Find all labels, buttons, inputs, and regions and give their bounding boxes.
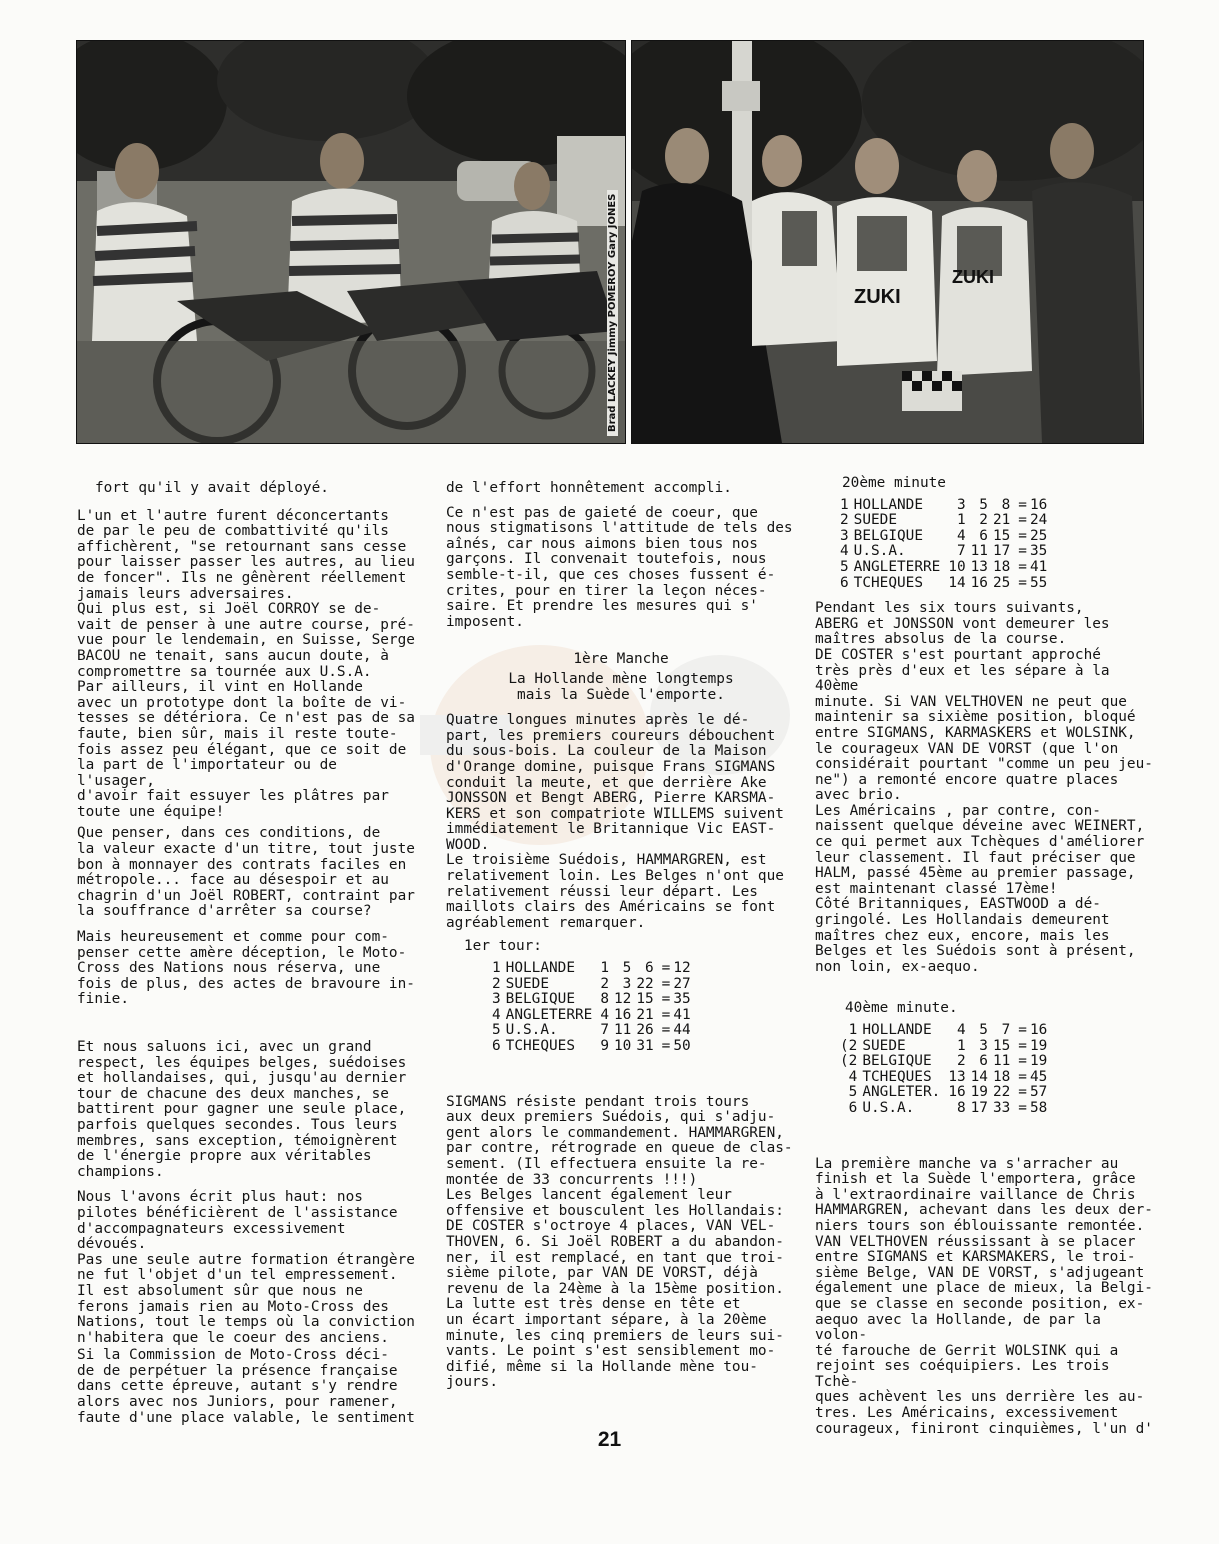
paragraph: Quatre longues minutes après le dé- part, les premiers coureurs débouchent du sous-bois. La couleur de la Maison d'Orange domine, puisque Frans SIGMANS conduit la meute, et que derrière Ake JONSSON et Bengt ABERG, Pierre KARSMA- KERS et son compatriote WILLEMS suivent immédiatement le Britannique Vic EAST- WOOD. Le troisième Suédois, HAMMARGREN, est relativement loin. Les Belges n'ont que relativement réussi leur départ. Les maillots clairs des Américains se font agréablement remarquer. bbox=[446, 712, 784, 931]
paragraph: Si la Commission de Moto-Cross déci- de de perpétuer la présence française dans cette épreuve, autant s'y rendre alors avec nos Juniors, pour ramener, faute d'une place valable, le sentiment bbox=[77, 1347, 415, 1426]
paragraph: La première manche va s'arracher au finish et la Suède l'emportera, grâce à l'extraordinaire vaillance de Chris HAMMARGREN, achevant dans les deux der- niers tours son éblouissante remontée. VAN VELTHOVEN réussissant à se placer entre SIGMANS et KARSMAKERS, le troi- sième Belge, VAN DE VORST, s'adjugeant également une place de mieux, la Belgi- que se classe en seconde position, ex- aequo avec la Hollande, de par la volon- té farouche de Gerrit WOLSINK qui a rejoint ses coéquipiers. Les trois Tchè- ques achèvent les uns derrière les au- tres. Les Américains, excessivement courageux, finiront cinquièmes, l'un d' bbox=[815, 1155, 1153, 1437]
cell-c: 11 bbox=[992, 1053, 1011, 1070]
cell-c: 15 bbox=[636, 991, 654, 1008]
cell-a: 2 bbox=[956, 1053, 966, 1070]
cell-a: 16 bbox=[948, 1084, 966, 1101]
cell-b: 5 bbox=[622, 960, 632, 977]
cell-pos: 4 bbox=[840, 543, 849, 560]
cell-a: 2 bbox=[600, 975, 609, 992]
cell-team: U.S.A. bbox=[853, 543, 906, 560]
cell-b: 5 bbox=[979, 496, 988, 513]
table-row bbox=[840, 529, 1052, 545]
table-row bbox=[840, 1070, 1052, 1086]
cell-team: SUEDE bbox=[505, 975, 549, 992]
cell-pos: 5 bbox=[848, 1084, 858, 1101]
equals-sign: = bbox=[661, 991, 671, 1008]
equals-sign: = bbox=[1018, 1037, 1027, 1054]
table-row bbox=[840, 1054, 1052, 1070]
equals-sign: = bbox=[1018, 558, 1027, 575]
cell-team: SUEDE bbox=[862, 1037, 906, 1054]
cell-pos: 2 bbox=[840, 512, 849, 529]
column-3 bbox=[815, 476, 1155, 1443]
cell-b: 6 bbox=[979, 1053, 988, 1070]
equals-sign: = bbox=[661, 1022, 671, 1039]
cell-total: 19 bbox=[1029, 1037, 1048, 1054]
cell-team: ANGLETER. bbox=[862, 1084, 941, 1101]
cell-b: 13 bbox=[970, 558, 988, 575]
cell-team: BELGIQUE bbox=[862, 1053, 932, 1070]
cell-b: 17 bbox=[970, 1099, 988, 1116]
table-tour1 bbox=[492, 961, 696, 1055]
table-min40 bbox=[840, 1023, 1052, 1117]
svg-text:ZUKI: ZUKI bbox=[854, 286, 901, 308]
cell-c: 15 bbox=[992, 1037, 1011, 1054]
cell-b: 10 bbox=[613, 1038, 632, 1054]
cell-total: 19 bbox=[1029, 1053, 1048, 1070]
cell-total: 55 bbox=[1029, 574, 1048, 591]
cell-b: 12 bbox=[613, 991, 632, 1008]
table-row bbox=[492, 992, 696, 1008]
heading-subtitle: La Hollande mène longtemps mais la Suède l'emporte. bbox=[508, 670, 734, 703]
cell-pos: (2 bbox=[840, 1037, 858, 1054]
equals-sign: = bbox=[661, 960, 671, 977]
cell-c: 7 bbox=[1001, 1022, 1011, 1038]
equals-sign: = bbox=[1018, 543, 1027, 560]
photo-riders-graphic bbox=[77, 41, 625, 443]
paragraph: Les Américains , par contre, con- naissent quelque déveine avec WEINERT, ce qui permet aux Tchèques d'améliorer leur classement. Il faut préciser que HALM, passé 45ème au premier passage, est maintenant classé 17ème! Côté Britanniques, EASTWOOD a dé- gringolé. Les Hollandais demeurent maîtres chez eux, encore, mais les Belges et les Suédois sont à présent, non loin, ex-aequo. bbox=[815, 802, 1145, 975]
table-row bbox=[840, 576, 1052, 592]
cell-b: 6 bbox=[979, 527, 988, 544]
cell-total: 35 bbox=[1029, 543, 1048, 560]
cell-c: 25 bbox=[992, 574, 1011, 591]
photo-riders-on-bikes bbox=[76, 40, 626, 444]
paragraph: fort qu'il y avait déployé. bbox=[95, 480, 329, 496]
paragraph: Ce n'est pas de gaieté de coeur, que nous stigmatisons l'attitude de tels des aînés, car nous aimons bien tous nos garçons. Il convenait toutefois, nous semble-t-il, que ces choses fussent é- crites, pour en tirer la leçon néces- saire. Et prendre les mesures qui s' imposent. bbox=[446, 504, 793, 630]
cell-c: 18 bbox=[992, 558, 1011, 575]
cell-total: 58 bbox=[1029, 1099, 1048, 1116]
table-row bbox=[492, 1008, 696, 1024]
table-row bbox=[840, 1039, 1052, 1055]
cell-total: 25 bbox=[1029, 527, 1048, 544]
heading-title: 1ère Manche bbox=[573, 651, 669, 668]
paragraph: Nous l'avons écrit plus haut: nos pilotes bénéficièrent de l'assistance d'accompagnateurs excessivement dévoués. Pas une seule autre formation étrangère ne fut l'objet d'un tel empressement. Il est absolument sûr que nous ne ferons jamais rien au Moto-Cross des Nations, tout le temps où la conviction n'habitera que le coeur des anciens. bbox=[77, 1189, 415, 1346]
cell-c: 21 bbox=[992, 512, 1011, 529]
cell-total: 27 bbox=[673, 975, 691, 992]
table-row bbox=[840, 544, 1052, 560]
table-title: 20ème minute bbox=[842, 475, 946, 491]
photo-handshake-suzuki bbox=[631, 40, 1144, 444]
equals-sign: = bbox=[661, 1038, 671, 1054]
cell-pos: 2 bbox=[492, 975, 501, 992]
equals-sign: = bbox=[1018, 512, 1027, 529]
cell-team: HOLLANDE bbox=[505, 960, 575, 977]
table-min20 bbox=[840, 498, 1052, 592]
cell-a: 1 bbox=[600, 960, 609, 977]
cell-a: 7 bbox=[600, 1022, 609, 1039]
table-row bbox=[840, 498, 1052, 514]
cell-b: 16 bbox=[613, 1006, 632, 1023]
cell-team: TCHEQUES bbox=[505, 1038, 575, 1054]
cell-c: 22 bbox=[636, 975, 654, 992]
equals-sign: = bbox=[1018, 574, 1027, 591]
cell-b: 3 bbox=[979, 1037, 988, 1054]
table-row bbox=[492, 1023, 696, 1039]
table-title: 1er tour: bbox=[464, 938, 542, 955]
table-title: 40ème minute. bbox=[845, 1000, 958, 1017]
cell-team: HOLLANDE bbox=[862, 1022, 932, 1038]
cell-pos: 6 bbox=[840, 574, 849, 591]
cell-a: 1 bbox=[956, 1037, 966, 1054]
paragraph: Pendant les six tours suivants, ABERG et JONSSON vont demeurer les maîtres absolus de la course. DE COSTER s'est pourtant approché très près d'eux et les sépare à la 40ème minute. Si VAN VELTHOVEN ne peut que maintenir sa sixième position, bloqué entre SIGMANS, KARMASKERS et WOLSINK, le courageux VAN DE VORST (que l'on considérait pourtant "comme un peu jeu- ne") a remonté encore quatre places avec brio. bbox=[815, 600, 1153, 804]
paragraph: L'un et l'autre furent déconcertants de par le peu de combattivité qu'ils affichèrent, "se retournant sans cesse pour laisser passer les autres, au lieu de foncer". Ils ne gênèrent réellement jamais leurs adversaires. Qui plus est, si Joël CORROY se de- vait de penser à une autre course, pré- vue pour le lendemain, en Suisse, Serge BACOU ne tenait, sans aucun doute, à compromettre sa tournée aux U.S.A. Par ailleurs, il vint en Hollande avec un prototype dont la boîte de vi- tesses se détériora. Ce n'est pas de sa faute, bien sûr, mais il reste toute- fois assez peu élégant, que ce soit de la part de l'importateur ou de l'usager, d'avoir fait essuyer les plâtres par toute une équipe! bbox=[77, 507, 415, 820]
cell-total: 50 bbox=[673, 1038, 691, 1054]
cell-pos: 6 bbox=[848, 1099, 858, 1116]
cell-total: 44 bbox=[673, 1022, 691, 1039]
photo-credit: Brad LACKEY Jimmy POMEROY Gary JONES bbox=[607, 190, 618, 436]
cell-b: 2 bbox=[979, 512, 988, 529]
cell-c: 22 bbox=[992, 1084, 1011, 1101]
cell-c: 31 bbox=[636, 1038, 654, 1054]
cell-team: ANGLETERRE bbox=[853, 558, 941, 575]
cell-pos: 3 bbox=[492, 991, 501, 1008]
cell-c: 17 bbox=[992, 543, 1011, 560]
cell-a: 1 bbox=[956, 512, 966, 529]
table-row bbox=[840, 1085, 1052, 1101]
cell-pos: 5 bbox=[840, 558, 849, 575]
cell-pos: 6 bbox=[492, 1038, 501, 1054]
table-row bbox=[840, 1023, 1052, 1039]
cell-pos: 3 bbox=[840, 527, 849, 544]
table-row bbox=[840, 513, 1052, 529]
cell-pos: 1 bbox=[492, 960, 501, 977]
cell-c: 8 bbox=[1001, 496, 1011, 513]
equals-sign: = bbox=[1018, 527, 1027, 544]
table-row bbox=[492, 977, 696, 993]
cell-team: SUEDE bbox=[853, 512, 897, 529]
cell-a: 8 bbox=[956, 1099, 966, 1116]
cell-b: 11 bbox=[613, 1022, 632, 1039]
cell-pos: 1 bbox=[848, 1022, 858, 1038]
cell-total: 41 bbox=[1029, 558, 1048, 575]
equals-sign: = bbox=[1018, 1084, 1027, 1101]
cell-pos: (2 bbox=[840, 1053, 858, 1070]
cell-b: 16 bbox=[970, 574, 988, 591]
cell-a: 3 bbox=[956, 496, 966, 513]
cell-total: 24 bbox=[1029, 512, 1048, 529]
cell-team: HOLLANDE bbox=[853, 496, 923, 513]
cell-pos: 1 bbox=[840, 496, 849, 513]
section-heading bbox=[446, 652, 796, 703]
cell-c: 18 bbox=[992, 1068, 1011, 1085]
cell-team: BELGIQUE bbox=[853, 527, 923, 544]
cell-pos: 5 bbox=[492, 1022, 501, 1039]
cell-total: 16 bbox=[1029, 1022, 1048, 1038]
cell-total: 57 bbox=[1029, 1084, 1048, 1101]
cell-team: BELGIQUE bbox=[505, 991, 575, 1008]
cell-team: TCHEQUES bbox=[862, 1068, 932, 1085]
equals-sign: = bbox=[1018, 1068, 1027, 1085]
column-1 bbox=[77, 481, 422, 1432]
cell-c: 15 bbox=[992, 527, 1011, 544]
cell-a: 4 bbox=[956, 1022, 966, 1038]
cell-a: 9 bbox=[600, 1038, 609, 1054]
cell-total: 35 bbox=[673, 991, 691, 1008]
cell-total: 12 bbox=[673, 960, 691, 977]
photo-handshake-graphic bbox=[632, 41, 1143, 443]
cell-c: 26 bbox=[636, 1022, 654, 1039]
table-row bbox=[492, 1039, 696, 1055]
paragraph: de l'effort honnêtement accompli. bbox=[446, 480, 732, 496]
cell-c: 33 bbox=[992, 1099, 1011, 1116]
cell-team: TCHEQUES bbox=[853, 574, 923, 591]
cell-b: 14 bbox=[970, 1068, 988, 1085]
svg-text:ZUKI: ZUKI bbox=[952, 267, 994, 287]
cell-a: 10 bbox=[948, 558, 966, 575]
cell-total: 45 bbox=[1029, 1068, 1048, 1085]
equals-sign: = bbox=[1018, 1053, 1027, 1070]
cell-pos: 4 bbox=[848, 1068, 858, 1085]
table-row bbox=[840, 560, 1052, 576]
cell-b: 11 bbox=[970, 543, 988, 560]
paragraph: Et nous saluons ici, avec un grand respect, les équipes belges, suédoises et hollandaises, qui, jusqu'au dernier tour de chacune des deux manches, se battirent pour gagner une seule place, parfois quelques secondes. Tous leurs membres, sans exception, témoignèrent de l'énergie propre aux véritables champions. bbox=[77, 1039, 407, 1180]
cell-a: 4 bbox=[600, 1006, 609, 1023]
cell-a: 13 bbox=[948, 1068, 966, 1085]
equals-sign: = bbox=[661, 1006, 671, 1023]
paragraph: Mais heureusement et comme pour com- penser cette amère déception, le Moto- Cross des Nations nous réserva, une fois de plus, des actes de bravoure in- finie. bbox=[77, 929, 415, 1008]
cell-pos: 4 bbox=[492, 1006, 501, 1023]
cell-b: 3 bbox=[622, 975, 632, 992]
cell-a: 4 bbox=[956, 527, 966, 544]
equals-sign: = bbox=[1018, 1099, 1027, 1116]
table-row bbox=[492, 961, 696, 977]
cell-a: 14 bbox=[948, 574, 966, 591]
cell-total: 16 bbox=[1029, 496, 1048, 513]
cell-team: U.S.A. bbox=[862, 1099, 915, 1116]
cell-c: 6 bbox=[644, 960, 654, 977]
equals-sign: = bbox=[1018, 1022, 1027, 1038]
cell-c: 21 bbox=[636, 1006, 654, 1023]
table-row bbox=[840, 1101, 1052, 1117]
column-2 bbox=[446, 481, 796, 1397]
equals-sign: = bbox=[661, 975, 671, 992]
paragraph: SIGMANS résiste pendant trois tours aux deux premiers Suédois, qui s'adju- gent alors le commandement. HAMMARGREN, par contre, rétrograde en queue de clas- sement. (Il effectuera ensuite la re- montée de 33 concurrents !!!) Les Belges lancent également leur offensive et bousculent les Hollandais: DE COSTER s'octroye 4 places, VAN VEL- THOVEN, 6. Si Joël ROBERT a du abandon- ner, il est remplacé, en tant que troi- sième pilote, par VAN DE VORST, déjà revenu de la 24ème à la 15ème position. La lutte est très dense en tête et un écart important sépare, à la 20ème minute, les cinq premiers de leurs sui- vants. Le point s'est sensiblement mo- difié, même si la Hollande mène tou- jours. bbox=[446, 1093, 793, 1391]
cell-b: 19 bbox=[970, 1084, 988, 1101]
cell-b: 5 bbox=[979, 1022, 988, 1038]
cell-a: 7 bbox=[956, 543, 966, 560]
cell-team: U.S.A. bbox=[505, 1022, 558, 1039]
cell-team: ANGLETERRE bbox=[505, 1006, 593, 1023]
page-number: 21 bbox=[597, 1428, 622, 1451]
cell-a: 8 bbox=[600, 991, 609, 1008]
equals-sign: = bbox=[1018, 496, 1027, 513]
paragraph: Que penser, dans ces conditions, de la valeur exacte d'un titre, tout juste bon à monnayer des contrats faciles en métropole... face au désespoir et au chagrin d'un Joël ROBERT, contraint par la souffrance d'arrêter sa course? bbox=[77, 825, 415, 920]
cell-total: 41 bbox=[673, 1006, 691, 1023]
